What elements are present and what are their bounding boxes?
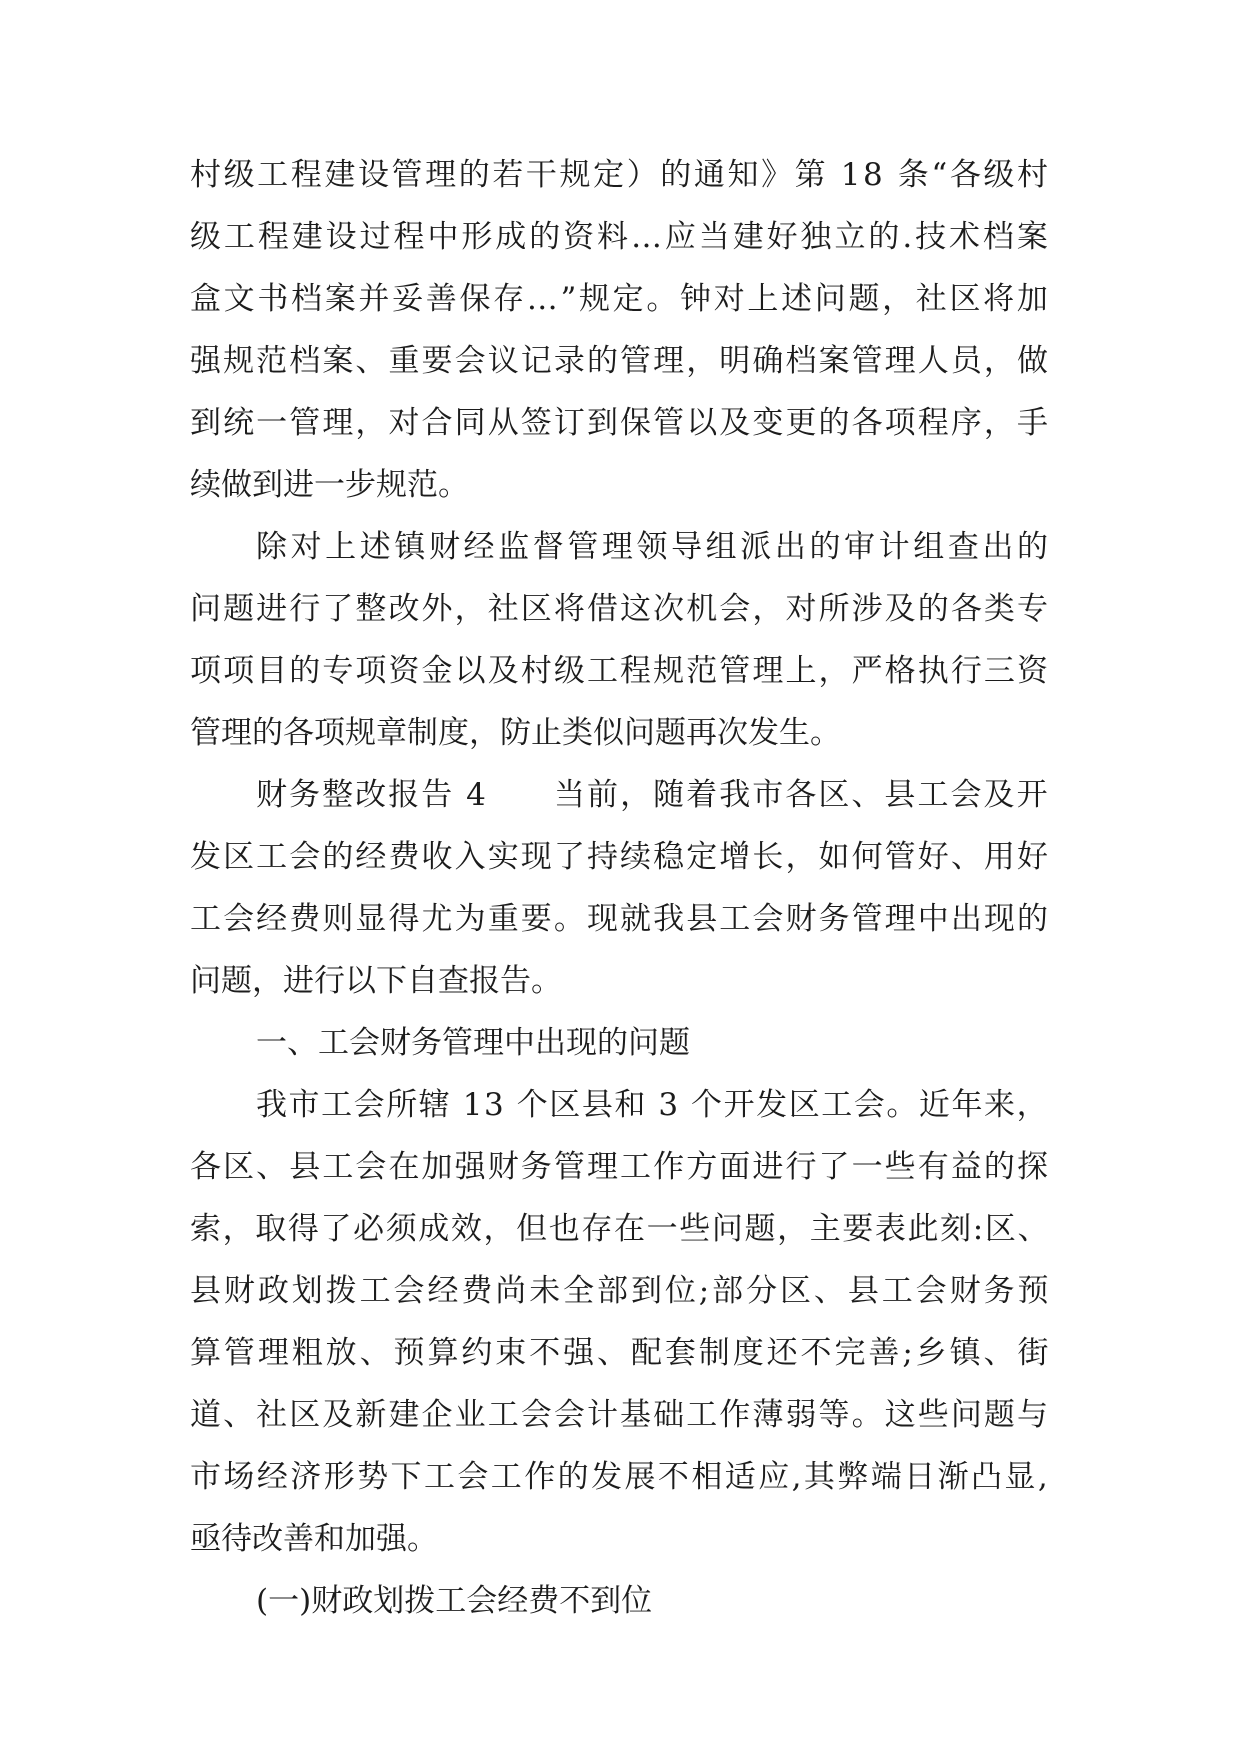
text-line-22: 市场经济形势下工会工作的发展不相适应,其弊端日渐凸显, — [190, 1459, 1051, 1495]
text-line-11: 财务整改报告 4 当前，随着我市各区、县工会及开 — [256, 777, 1050, 813]
text-line-9: 项项目的专项资金以及村级工程规范管理上，严格执行三资 — [190, 653, 1051, 689]
text-line-7: 除对上述镇财经监督管理领导组派出的审计组查出的 — [256, 529, 1052, 565]
text-line-6: 续做到进一步规范。 — [190, 467, 469, 503]
text-line-1: 村级工程建设管理的若干规定）的通知》第 18 条“各级村 — [190, 157, 1051, 193]
text-line-19: 县财政划拨工会经费尚未全部到位;部分区、县工会财务预 — [190, 1273, 1052, 1309]
text-line-12: 发区工会的经费收入实现了持续稳定增长，如何管好、用好 — [190, 839, 1051, 875]
text-line-14: 问题，进行以下自查报告。 — [190, 963, 562, 999]
text-line-21: 道、社区及新建企业工会会计基础工作薄弱等。这些问题与 — [190, 1397, 1051, 1433]
text-line-13: 工会经费则显得尤为重要。现就我县工会财务管理中出现的 — [190, 901, 1051, 937]
text-line-4: 强规范档案、重要会议记录的管理，明确档案管理人员，做 — [190, 343, 1051, 379]
text-line-5: 到统一管理，对合同从签订到保管以及变更的各项程序，手 — [190, 405, 1051, 441]
section-heading: 一、工会财务管理中出现的问题 — [256, 1025, 690, 1061]
text-line-17: 各区、县工会在加强财务管理工作方面进行了一些有益的探 — [190, 1149, 1051, 1185]
text-line-23: 亟待改善和加强。 — [190, 1521, 438, 1557]
text-line-16: 我市工会所辖 13 个区县和 3 个开发区工会。近年来， — [256, 1087, 1050, 1123]
subsection-heading: (一)财政划拨工会经费不到位 — [256, 1583, 653, 1619]
text-line-2: 级工程建设过程中形成的资料…应当建好独立的.技术档案 — [190, 219, 1051, 255]
text-line-3: 盒文书档案并妥善保存…”规定。钟对上述问题，社区将加 — [190, 281, 1051, 317]
text-line-10: 管理的各项规章制度，防止类似问题再次发生。 — [190, 715, 841, 751]
text-line-8: 问题进行了整改外，社区将借这次机会，对所涉及的各类专 — [190, 591, 1051, 627]
text-line-18: 索，取得了必须成效，但也存在一些问题，主要表此刻:区、 — [190, 1211, 1051, 1247]
text-line-20: 算管理粗放、预算约束不强、配套制度还不完善;乡镇、街 — [190, 1335, 1052, 1371]
